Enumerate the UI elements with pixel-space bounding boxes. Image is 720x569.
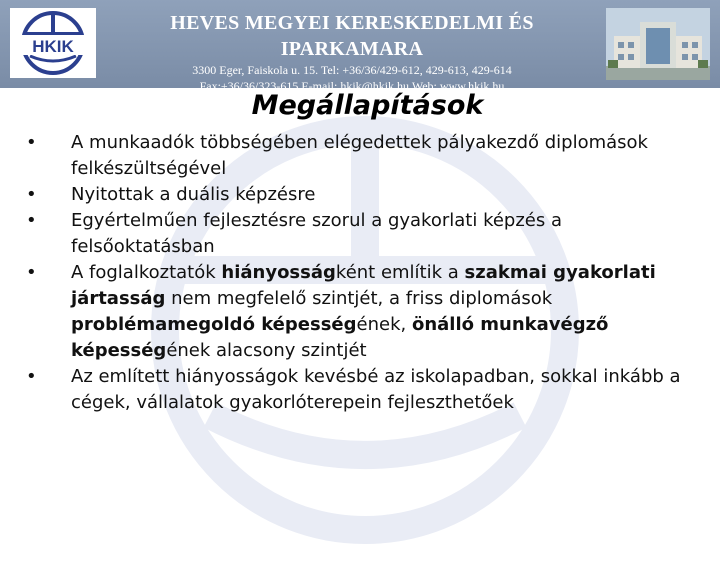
- bullet-item: [26, 182, 686, 208]
- fax-email-web-line: Fax:+36/36/323-615 E-mail: hkik@hkik.hu Web: www.hkik.hu: [199, 79, 505, 93]
- bullet-text: ként említik a: [335, 262, 465, 283]
- findings-list: [26, 130, 686, 416]
- slide-title: Megállapítások: [251, 90, 484, 121]
- bullet-emphasis: problémamegoldó képesség: [71, 314, 357, 335]
- hkik-logo: [10, 8, 96, 78]
- bullet-item: [26, 364, 686, 416]
- bullet-text: Egyértelműen fejlesztésre szorul a gyakorlati képzés a felsőoktatásban: [71, 210, 563, 257]
- bullet-emphasis: szakmai gyakorlati jártasság: [71, 262, 656, 309]
- bullet-text: ének alacsony szintjét: [166, 340, 367, 361]
- header-banner: [0, 0, 720, 93]
- bullet-text: A foglalkoztatók: [71, 262, 222, 283]
- address-line: 3300 Eger, Faiskola u. 15. Tel: +36/36/429-612, 429-613, 429-614: [192, 63, 512, 77]
- bullet-item: [26, 130, 686, 182]
- bullet-text: Az említett hiányosságok kevésbé az iskolapadban, sokkal inkább a cégek, vállalatok gyakorlóterepein fejleszthetőek: [71, 366, 681, 413]
- logo-text: HKIK: [32, 37, 74, 56]
- bullet-item: [26, 260, 686, 364]
- bullet-text: ének,: [356, 314, 412, 335]
- bullet-emphasis: hiányosság: [221, 262, 336, 283]
- bullet-text: Nyitottak a duális képzésre: [71, 184, 316, 205]
- bullet-emphasis: önálló munkavégző képesség: [71, 314, 609, 361]
- bullet-text: nem megfelelő szintjét, a friss diplomások: [165, 288, 553, 309]
- bullet-item: [26, 208, 686, 260]
- building-photo: [606, 8, 710, 80]
- header-text: [104, 10, 600, 94]
- bullet-text: A munkaadók többségében elégedettek pályakezdő diplomások felkészültségével: [71, 132, 648, 179]
- organization-name: HEVES MEGYEI KERESKEDELMI ÉS IPARKAMARA: [170, 12, 534, 60]
